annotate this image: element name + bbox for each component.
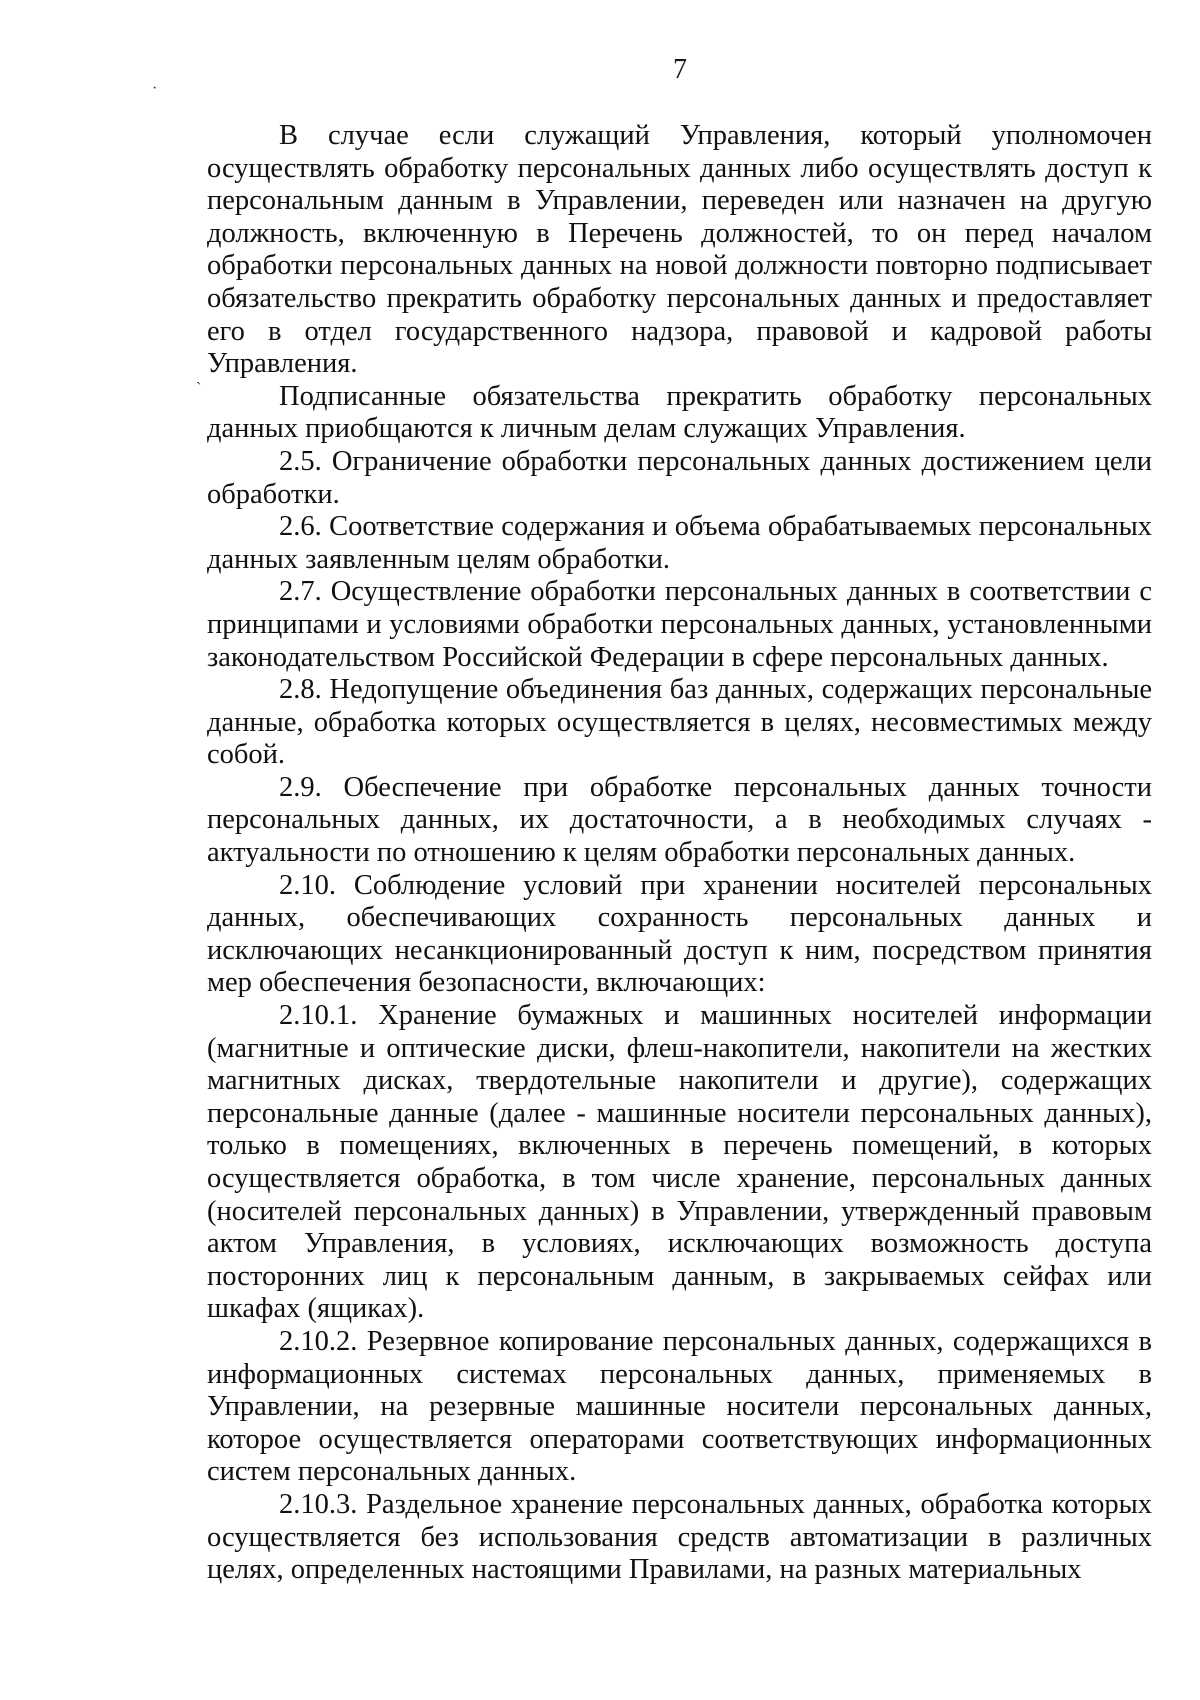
paragraph: Подписанные обязательства прекратить обработку персональных данных приобщаются к личным делам служащих Управления.: [207, 380, 1152, 445]
paragraph-2-10-3: 2.10.3. Раздельное хранение персональных данных, обработка которых осуществляется без использования средств автоматизации в различных целях, определенных настоящими Правилами, на разных материальных: [207, 1488, 1152, 1586]
paragraph-2-7: 2.7. Осуществление обработки персональных данных в соответствии с принципами и условиями обработки персональных данных, установленными законодательством Российской Федерации в сфере персональных данных.: [207, 576, 1152, 673]
document-body: [207, 120, 1152, 1587]
paragraph-2-6: 2.6. Соответствие содержания и объема обрабатываемых персональных данных заявленным целям обработки.: [207, 511, 1152, 575]
paragraph-2-8: 2.8. Недопущение объединения баз данных, содержащих персональные данные, обработка которых осуществляется в целях, несовместимых между собой.: [207, 674, 1152, 771]
paragraph: В случае если служащий Управления, который уполномочен осуществлять обработку персональных данных либо осуществлять доступ к персональным данным в Управлении, переведен или назначен на другую должность, включенную в Перечень должностей, то он перед началом обработки персональных данных на новой должности повторно подписывает обязательство прекратить обработку персональных данных и предоставляет его в отдел государственного надзора, правовой и кадровой работы Управления.: [207, 120, 1152, 380]
paragraph-2-10: 2.10. Соблюдение условий при хранении носителей персональных данных, обеспечивающих сохранность персональных данных и исключающих несанкционированный доступ к ним, посредством принятия мер обеспечения безопасности, включающих:: [207, 869, 1152, 999]
paragraph-2-10-1: 2.10.1. Хранение бумажных и машинных носителей информации (магнитные и оптические диски, флеш-накопители, накопители на жестких магнитных дисках, твердотельные накопители и другие), содержащих персональные данные (далее - машинные носители персональных данных), только в помещениях, включенных в перечень помещений, в которых осуществляется обработка, в том числе хранение, персональных данных (носителей персональных данных) в Управлении, утвержденный правовым актом Управления, в условиях, исключающих возможность доступа посторонних лиц к персональным данным, в закрываемых сейфах или шкафах (ящиках).: [207, 1000, 1152, 1325]
scan-speck: ·: [152, 80, 158, 97]
page-number: 7: [673, 54, 687, 85]
paragraph-2-5: 2.5. Ограничение обработки персональных данных достижением цели обработки.: [207, 445, 1152, 510]
paragraph-2-9: 2.9. Обеспечение при обработке персональных данных точности персональных данных, их достаточности, а в необходимых случаях - актуальности по отношению к целям обработки персональных данных.: [207, 771, 1152, 869]
paragraph-2-10-2: 2.10.2. Резервное копирование персональных данных, содержащихся в информационных системах персональных данных, применяемых в Управлении, на резервные машинные носители персональных данных, которое осуществляется операторами соответствующих информационных систем персональных данных.: [207, 1325, 1152, 1488]
scan-speck: ˎ: [196, 368, 202, 385]
